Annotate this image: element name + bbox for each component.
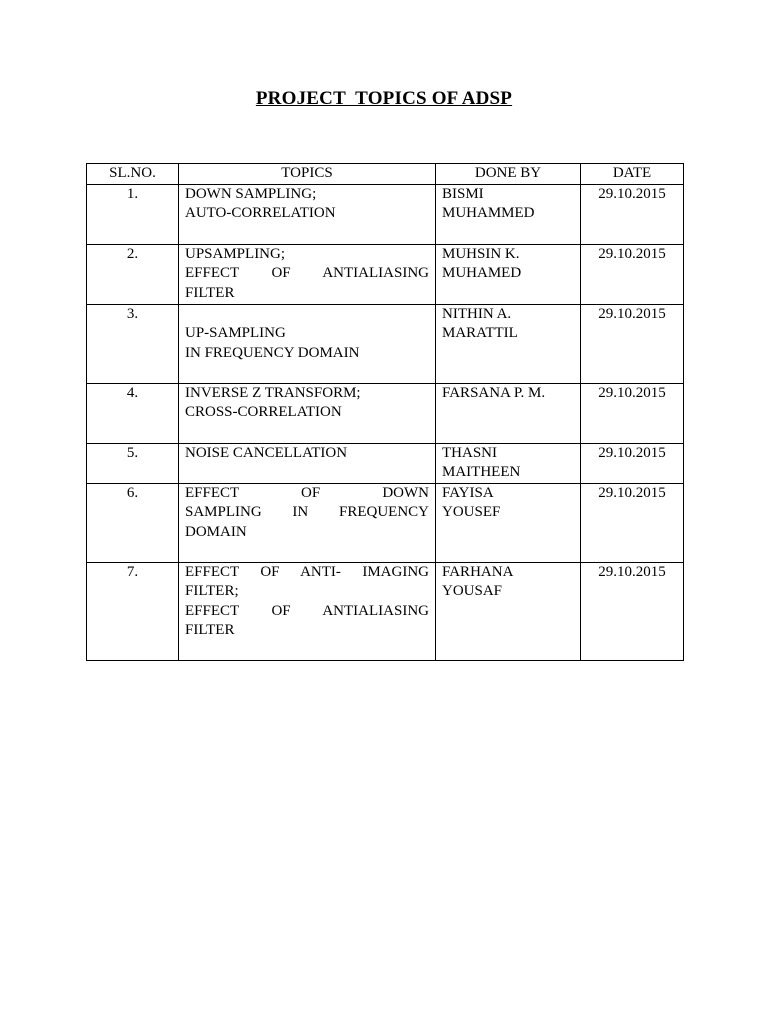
- done-by-line: BISMI: [442, 185, 484, 202]
- table-row: [87, 304, 684, 383]
- table-row: [87, 483, 684, 562]
- row-done-by: [436, 443, 581, 483]
- done-by-line: FAYISA: [442, 484, 494, 501]
- row-done-by: [436, 304, 581, 383]
- row-done-by: [436, 184, 581, 244]
- project-topics-table: [86, 163, 684, 661]
- done-by-line: MUHAMED: [442, 265, 522, 281]
- topic-line: SAMPLING IN FREQUENCY: [185, 504, 429, 520]
- done-by-line: NITHIN A.: [442, 305, 512, 322]
- row-slno: 2.: [87, 244, 179, 304]
- row-topic: [179, 304, 436, 383]
- topic-line: FILTER;: [185, 583, 239, 599]
- topic-line: EFFECT OF ANTIALIASING: [185, 265, 429, 281]
- header-slno: SL.NO.: [87, 164, 179, 185]
- topic-line: FILTER: [185, 284, 235, 301]
- row-topic: [179, 244, 436, 304]
- row-slno: 3.: [87, 304, 179, 383]
- page-title: PROJECT TOPICS OF ADSP: [255, 88, 513, 109]
- done-by-line: FARHANA: [442, 563, 514, 580]
- table-row: [87, 383, 684, 443]
- done-by-line: THASNI: [442, 444, 497, 461]
- table-row: [87, 443, 684, 483]
- topic-line: EFFECT OF ANTIALIASING: [185, 602, 429, 619]
- done-by-line: MUHAMMED: [442, 205, 535, 221]
- topic-line: NOISE CANCELLATION: [185, 444, 348, 461]
- topic-line: FILTER: [185, 622, 235, 638]
- table-row: [87, 244, 684, 304]
- done-by-line: MARATTIL: [442, 325, 518, 341]
- done-by-line: MUHSIN K.: [442, 245, 520, 262]
- table-row: [87, 184, 684, 244]
- topic-blank-line: [185, 305, 429, 325]
- row-topic: [179, 184, 436, 244]
- header-done-by: DONE BY: [436, 164, 581, 185]
- row-topic: [179, 383, 436, 443]
- row-slno: 7.: [87, 562, 179, 660]
- row-date: 29.10.2015: [581, 184, 684, 244]
- topic-line: UPSAMPLING;: [185, 245, 286, 262]
- topic-line: INVERSE Z TRANSFORM;: [185, 384, 361, 401]
- topic-line: DOWN SAMPLING;: [185, 185, 317, 202]
- row-done-by: [436, 483, 581, 562]
- done-by-line: MAITHEEN: [442, 464, 521, 480]
- done-by-line: YOUSEF: [442, 504, 501, 520]
- header-topics: TOPICS: [179, 164, 436, 185]
- topic-line: IN FREQUENCY DOMAIN: [185, 344, 360, 361]
- row-done-by: [436, 244, 581, 304]
- header-date: DATE: [581, 164, 684, 185]
- topic-line: UP-SAMPLING: [185, 325, 286, 341]
- row-date: 29.10.2015: [581, 244, 684, 304]
- done-by-line: FARSANA P. M.: [442, 384, 546, 401]
- done-by-line: YOUSAF: [442, 583, 503, 599]
- topic-line: CROSS-CORRELATION: [185, 404, 342, 420]
- topic-line: DOMAIN: [185, 523, 247, 540]
- row-done-by: [436, 383, 581, 443]
- row-date: 29.10.2015: [581, 483, 684, 562]
- topic-line: EFFECT OF ANTI- IMAGING: [185, 563, 429, 580]
- row-slno: 4.: [87, 383, 179, 443]
- row-slno: 1.: [87, 184, 179, 244]
- topic-line: AUTO-CORRELATION: [185, 205, 336, 221]
- table-row: [87, 562, 684, 660]
- row-date: 29.10.2015: [581, 304, 684, 383]
- row-topic: [179, 443, 436, 483]
- row-slno: 5.: [87, 443, 179, 483]
- row-slno: 6.: [87, 483, 179, 562]
- row-date: 29.10.2015: [581, 443, 684, 483]
- row-date: 29.10.2015: [581, 383, 684, 443]
- topic-line: EFFECT OF DOWN: [185, 484, 429, 501]
- row-date: 29.10.2015: [581, 562, 684, 660]
- row-topic: [179, 483, 436, 562]
- table-header-row: [87, 164, 684, 185]
- row-topic: [179, 562, 436, 660]
- row-done-by: [436, 562, 581, 660]
